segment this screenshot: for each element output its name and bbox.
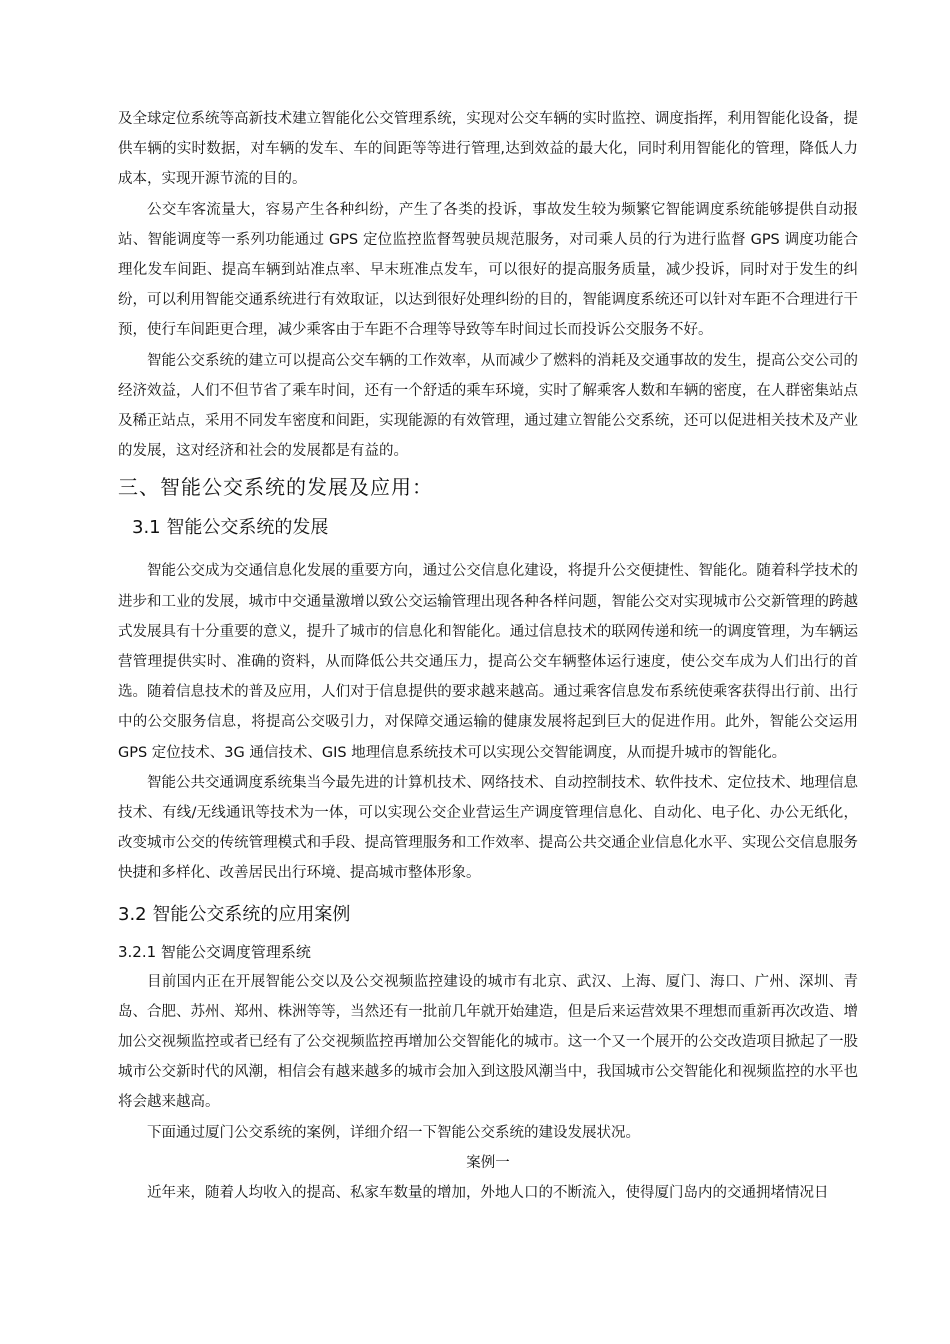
intro-paragraph-3: 智能公交系统的建立可以提高公交车辆的工作效率，从而减少了燃料的消耗及交通事故的发生，提高公交公司的经济效益，人们不但节省了乘车时间，还有一个舒适的乘车环境，实时了解乘客人数和车辆的密度，在人群密集站点及稀正站点，采用不同发车密度和间距，实现能源的有效管理，通过建立智能公交系统，还可以促进相关技术及产业的发展，这对经济和社会的发展都是有益的。 [118,352,858,460]
section-3-1-heading: 3.1 智能公交系统的发展 [132,517,329,539]
document-page [118,104,858,1208]
intro-paragraph-2: 公交车客流量大，容易产生各种纠纷，产生了各类的投诉，事故发生较为频繁它智能调度系统能够提供自动报站、智能调度等一系列功能通过 GPS 定位监控监督驾驶员规范服务，对司乘人员的行为进行监督 GPS 调度功能合理化发车间距、提高车辆到站准点率、早末班准点发车，可以很好的提高服务质量，减少投诉，同时对于发生的纠纷，可以利用智能交通系统进行有效取证，以达到很好处理纠纷的目的，智能调度系统还可以针对车距不合理进行干预，使行车间距更合理，减少乘客由于车距不合理等导致等车时间过长而投诉公交服务不好。 [118,201,858,339]
section-3-2-heading: 3.2 智能公交系统的应用案例 [118,903,351,925]
section-3-2-1-heading: 3.2.1 智能公交调度管理系统 [118,942,311,961]
intro-paragraph-1: 及全球定位系统等高新技术建立智能化公交管理系统，实现对公交车辆的实时监控、调度指挥，利用智能化设备，提供车辆的实时数据，对车辆的发车、车的间距等等进行管理,达到效益的最大化，同时利用智能化的管理，降低人力成本，实现开源节流的目的。 [118,111,858,188]
section-3-2-1-paragraph-1: 目前国内正在开展智能公交以及公交视频监控建设的城市有北京、武汉、上海、厦门、海口、广州、深圳、青岛、合肥、苏州、郑州、株洲等等，当然还有一批前几年就开始建造，但是后来运营效果不理想而重新再次改造、增加公交视频监控或者已经有了公交视频监控再增加公交智能化的城市。这一个又一个展开的公交改造项目掀起了一股城市公交新时代的风潮，相信会有越来越多的城市会加入到这股风潮当中，我国城市公交智能化和视频监控的水平也将会越来越高。 [118,973,858,1111]
section-3-1-paragraph-2: 智能公共交通调度系统集当今最先进的计算机技术、网络技术、自动控制技术、软件技术、定位技术、地理信息技术、有线/无线通讯等技术为一体，可以实现公交企业营运生产调度管理信息化、自动化、电子化、办公无纸化，改变城市公交的传统管理模式和手段、提高管理服务和工作效率、提高公共交通企业信息化水平、实现公交信息服务快捷和多样化、改善居民出行环境、提高城市整体形象。 [118,774,858,882]
section-3-2-1-paragraph-2: 下面通过厦门公交系统的案例，详细介绍一下智能公交系统的建设发展状况。 [147,1124,640,1141]
section-3-1-paragraph-1: 智能公交成为交通信息化发展的重要方向，通过公交信息化建设，将提升公交便捷性、智能化。随着科学技术的进步和工业的发展，城市中交通量激增以致公交运输管理出现各种各样问题，智能公交对实现城市公交新管理的跨越式发展具有十分重要的意义，提升了城市的信息化和智能化。通过信息技术的联网传递和统一的调度管理，为车辆运营管理提供实时、准确的资料，从而降低公共交通压力，提高公交车辆整体运行速度，使公交车成为人们出行的首选。随着信息技术的普及应用，人们对于信息提供的要求越来越高。通过乘客信息发布系统使乘客获得出行前、出行中的公交服务信息，将提高公交吸引力，对保障交通运输的健康发展将起到巨大的促进作用。此外，智能公交运用 GPS 定位技术、3G 通信技术、GIS 地理信息系统技术可以实现公交智能调度，从而提升城市的智能化。 [118,563,858,761]
case-paragraph: 近年来，随着人均收入的提高、私家车数量的增加，外地人口的不断流入，使得厦门岛内的交通拥堵情况日 [147,1185,829,1202]
section-3-heading: 三、智能公交系统的发展及应用： [118,475,433,500]
case-title: 案例一 [466,1154,510,1171]
